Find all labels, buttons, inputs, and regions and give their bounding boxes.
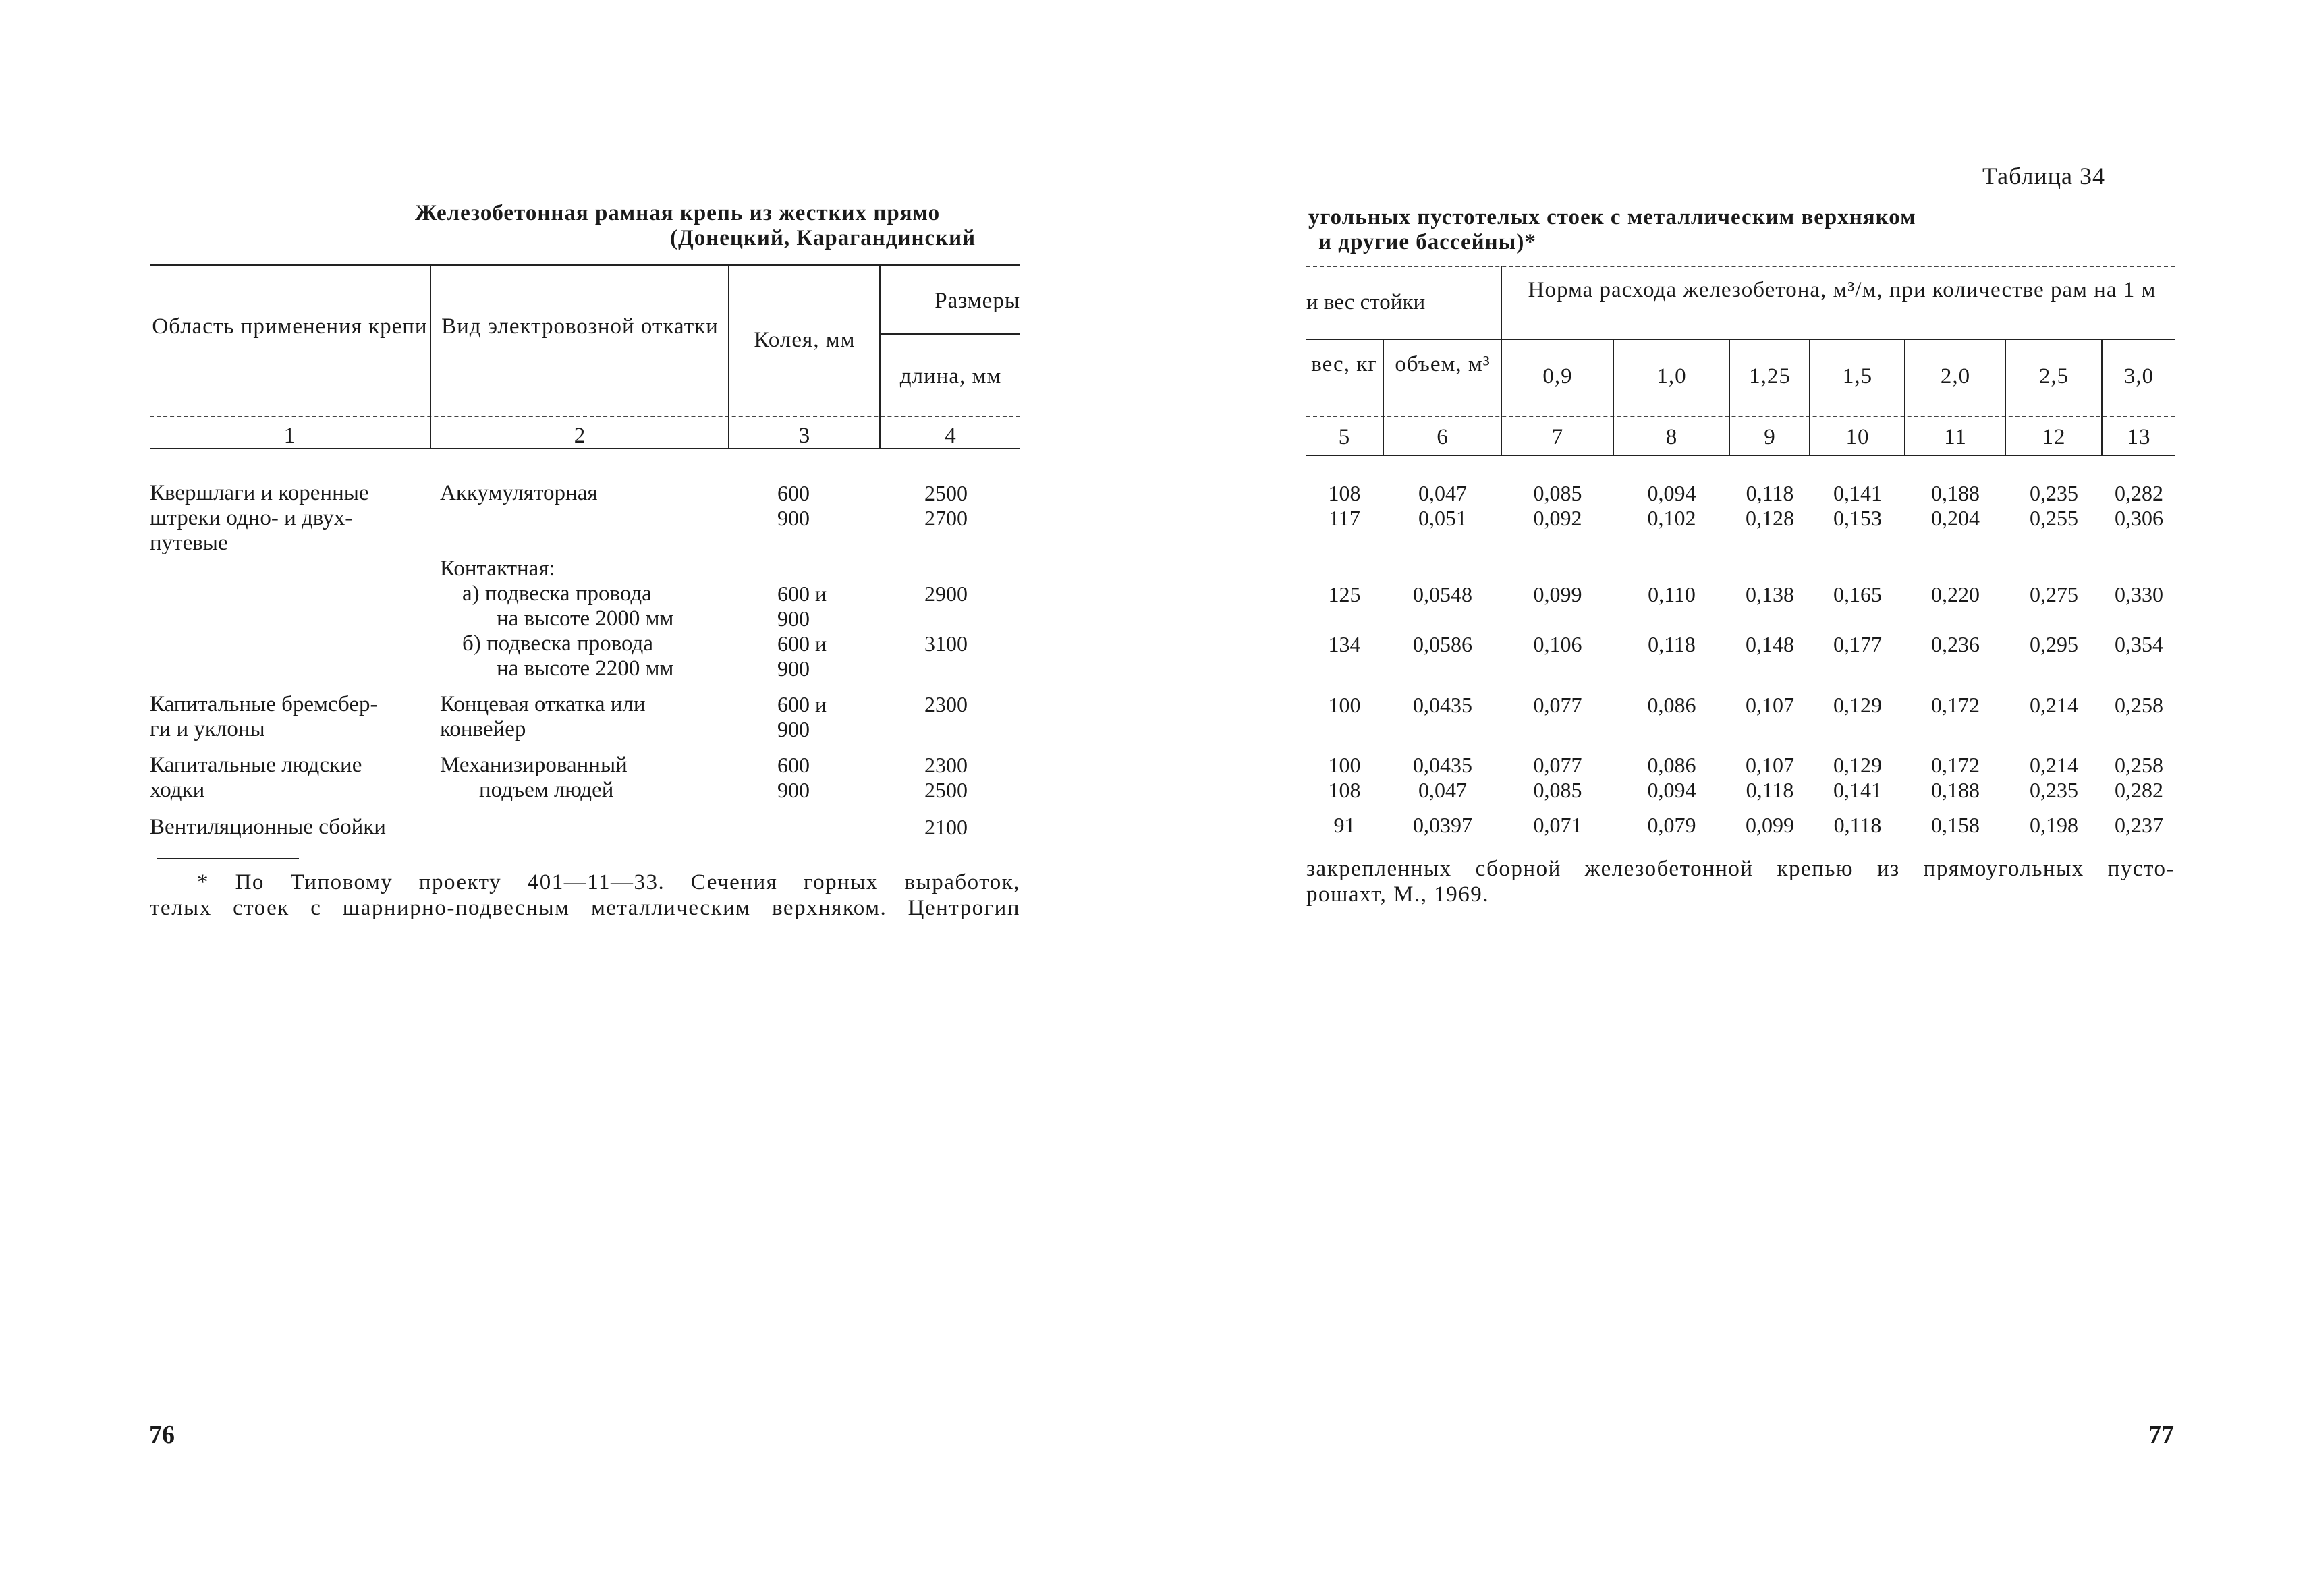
norm-cell: 0,295 xyxy=(2030,632,2078,656)
volume-cell: 0,0397 xyxy=(1413,813,1472,837)
norm-cell: 0,110 xyxy=(1648,582,1696,606)
norm-cell: 0,129 xyxy=(1833,753,1882,777)
left-table-col-divider xyxy=(430,264,431,448)
header-frames: 1,25 xyxy=(1749,364,1791,389)
weight-cell: 91 xyxy=(1333,813,1356,837)
norm-cell: 0,077 xyxy=(1533,753,1582,777)
col-number: 10 xyxy=(1845,425,1870,449)
haulage-cell: Аккумуляторная xyxy=(440,481,598,505)
header-frames: 1,5 xyxy=(1842,364,1873,389)
area-cell: Капитальные бремсбер- xyxy=(150,692,378,716)
header-area: Область применения крепи xyxy=(152,314,428,339)
norm-cell: 0,086 xyxy=(1647,753,1696,777)
gauge-cell: 600 и xyxy=(777,631,827,656)
col-number: 2 xyxy=(574,424,586,448)
col-number: 3 xyxy=(798,424,811,448)
col-number: 5 xyxy=(1338,425,1351,449)
norm-cell: 0,141 xyxy=(1833,778,1882,802)
norm-cell: 0,172 xyxy=(1931,753,1980,777)
norm-cell: 0,128 xyxy=(1746,506,1794,530)
col-number: 12 xyxy=(2042,425,2066,449)
norm-cell: 0,085 xyxy=(1533,481,1582,505)
norm-cell: 0,102 xyxy=(1647,506,1696,530)
norm-cell: 0,188 xyxy=(1931,481,1980,505)
norm-cell: 0,129 xyxy=(1833,693,1882,717)
norm-cell: 0,071 xyxy=(1533,813,1582,837)
volume-cell: 0,047 xyxy=(1418,481,1467,505)
left-title-line2: (Донецкий, Карагандинский xyxy=(670,226,976,250)
norm-cell: 0,172 xyxy=(1931,693,1980,717)
norm-cell: 0,107 xyxy=(1746,753,1794,777)
col-number: 11 xyxy=(1944,425,1967,449)
norm-cell: 0,094 xyxy=(1647,778,1696,802)
left-table-numbers-rule xyxy=(150,448,1020,449)
haulage-cell: Контактная: xyxy=(440,557,555,581)
area-cell: Капитальные людские xyxy=(150,753,362,777)
footnote-rule xyxy=(157,858,299,859)
length-cell: 3100 xyxy=(924,631,968,656)
left-table-top-rule xyxy=(150,264,1020,266)
left-table-col-divider xyxy=(728,264,729,448)
norm-cell: 0,138 xyxy=(1746,582,1794,606)
volume-cell: 0,047 xyxy=(1418,778,1467,802)
gauge-cell: 600 xyxy=(777,481,810,505)
right-table-col-divider xyxy=(1904,339,1905,455)
norm-cell: 0,220 xyxy=(1931,582,1980,606)
norm-cell: 0,148 xyxy=(1746,632,1794,656)
col-number: 9 xyxy=(1764,425,1776,449)
length-cell: 2500 xyxy=(924,778,968,802)
gauge-cell: 900 xyxy=(777,656,810,681)
left-table-sizes-rule xyxy=(879,333,1020,335)
volume-cell: 0,0586 xyxy=(1413,632,1472,656)
haulage-cell: на высоте 2200 мм xyxy=(497,656,674,681)
page-number-right: 77 xyxy=(2148,1421,2174,1449)
norm-cell: 0,237 xyxy=(2115,813,2163,837)
right-table-col-divider xyxy=(1809,339,1810,455)
norm-cell: 0,282 xyxy=(2115,481,2163,505)
norm-cell: 0,158 xyxy=(1931,813,1980,837)
norm-cell: 0,204 xyxy=(1931,506,1980,530)
gauge-cell: 600 xyxy=(777,753,810,777)
right-footnote-line1: закрепленных сборной железобетонной крепью из прямоугольных пусто- xyxy=(1306,857,2175,881)
norm-cell: 0,165 xyxy=(1833,582,1882,606)
right-table-col-divider xyxy=(1729,339,1730,455)
norm-cell: 0,235 xyxy=(2030,481,2078,505)
length-cell: 2500 xyxy=(924,481,968,505)
col-number: 7 xyxy=(1551,425,1564,449)
header-frames: 1,0 xyxy=(1656,364,1687,389)
gauge-cell: 900 xyxy=(777,778,810,802)
header-norm: Норма расхода железобетона, м³/м, при количестве рам на 1 м xyxy=(1528,278,2156,302)
norm-cell: 0,077 xyxy=(1533,693,1582,717)
right-table-numbers-rule xyxy=(1306,455,2175,456)
header-length: длина, мм xyxy=(899,364,1002,389)
header-frames: 0,9 xyxy=(1542,364,1573,389)
right-table-col-divider xyxy=(1501,266,1502,455)
norm-cell: 0,106 xyxy=(1533,632,1582,656)
haulage-cell: Механизированный xyxy=(440,753,628,777)
norm-cell: 0,255 xyxy=(2030,506,2078,530)
norm-cell: 0,092 xyxy=(1533,506,1582,530)
right-table-col-divider xyxy=(1383,339,1384,455)
col-number: 13 xyxy=(2127,425,2151,449)
right-title-line2: и другие бассейны)* xyxy=(1318,230,1536,254)
header-haulage: Вид электровозной откатки xyxy=(441,314,719,339)
norm-cell: 0,079 xyxy=(1647,813,1696,837)
norm-cell: 0,177 xyxy=(1833,632,1882,656)
volume-cell: 0,0435 xyxy=(1413,693,1472,717)
norm-cell: 0,086 xyxy=(1647,693,1696,717)
norm-cell: 0,141 xyxy=(1833,481,1882,505)
col-number: 4 xyxy=(945,424,957,448)
area-cell: ги и уклоны xyxy=(150,717,265,741)
area-cell: Квершлаги и коренные xyxy=(150,481,369,505)
right-table-subheader-rule xyxy=(1306,339,2175,340)
norm-cell: 0,275 xyxy=(2030,582,2078,606)
norm-cell: 0,099 xyxy=(1533,582,1582,606)
norm-cell: 0,118 xyxy=(1833,813,1882,837)
right-table-header-rule xyxy=(1306,416,2175,417)
left-table-col-divider xyxy=(879,264,881,448)
norm-cell: 0,214 xyxy=(2030,753,2078,777)
norm-cell: 0,107 xyxy=(1746,693,1794,717)
length-cell: 2100 xyxy=(924,815,968,839)
norm-cell: 0,258 xyxy=(2115,693,2163,717)
volume-cell: 0,051 xyxy=(1418,506,1467,530)
weight-cell: 108 xyxy=(1328,481,1361,505)
haulage-cell: б) подвеска провода xyxy=(462,631,653,656)
weight-cell: 108 xyxy=(1328,778,1361,802)
haulage-cell: на высоте 2000 мм xyxy=(497,606,674,631)
col-number: 8 xyxy=(1665,425,1678,449)
left-footnote-line1: * По Типовому проекту 401—11—33. Сечения горных выработок, xyxy=(197,870,1020,894)
haulage-cell: подъем людей xyxy=(479,778,614,802)
gauge-cell: 600 и xyxy=(777,581,827,606)
norm-cell: 0,282 xyxy=(2115,778,2163,802)
left-title-line1: Железобетонная рамная крепь из жестких прямо xyxy=(415,201,941,225)
header-volume: объем, м³ xyxy=(1395,352,1491,376)
haulage-cell: Концевая откатка или xyxy=(440,692,646,716)
right-table-col-divider xyxy=(2101,339,2103,455)
volume-cell: 0,0435 xyxy=(1413,753,1472,777)
area-cell: путевые xyxy=(150,531,228,555)
area-cell: Вентиляционные сбойки xyxy=(150,815,386,839)
header-weight-group: и вес стойки xyxy=(1306,290,1426,314)
area-cell: штреки одно- и двух- xyxy=(150,506,353,530)
length-cell: 2900 xyxy=(924,581,968,606)
weight-cell: 125 xyxy=(1328,582,1361,606)
header-weight: вес, кг xyxy=(1311,352,1378,376)
haulage-cell: конвейер xyxy=(440,717,526,741)
page-number-left: 76 xyxy=(149,1421,175,1449)
norm-cell: 0,330 xyxy=(2115,582,2163,606)
header-frames: 3,0 xyxy=(2123,364,2154,389)
left-table-header-rule xyxy=(150,416,1020,417)
gauge-cell: 900 xyxy=(777,606,810,631)
weight-cell: 100 xyxy=(1328,753,1361,777)
norm-cell: 0,198 xyxy=(2030,813,2078,837)
norm-cell: 0,188 xyxy=(1931,778,1980,802)
right-title-line1: угольных пустотелых стоек с металлическим верхняком xyxy=(1308,205,1916,229)
left-footnote-line2: телых стоек с шарнирно-подвесным металлическим верхняком. Центрогип xyxy=(150,896,1020,920)
right-table-top-rule xyxy=(1306,266,2175,267)
volume-cell: 0,0548 xyxy=(1413,582,1472,606)
norm-cell: 0,153 xyxy=(1833,506,1882,530)
gauge-cell: 600 и xyxy=(777,692,827,716)
area-cell: ходки xyxy=(150,778,205,802)
gauge-cell: 900 xyxy=(777,717,810,741)
table-label: Таблица 34 xyxy=(1982,163,2105,190)
col-number: 6 xyxy=(1437,425,1449,449)
length-cell: 2300 xyxy=(924,692,968,716)
norm-cell: 0,306 xyxy=(2115,506,2163,530)
gauge-cell: 900 xyxy=(777,506,810,530)
norm-cell: 0,236 xyxy=(1931,632,1980,656)
norm-cell: 0,099 xyxy=(1746,813,1794,837)
header-frames: 2,5 xyxy=(2038,364,2069,389)
norm-cell: 0,118 xyxy=(1648,632,1696,656)
header-sizes: Размеры xyxy=(935,289,1020,313)
norm-cell: 0,085 xyxy=(1533,778,1582,802)
norm-cell: 0,094 xyxy=(1647,481,1696,505)
norm-cell: 0,354 xyxy=(2115,632,2163,656)
norm-cell: 0,258 xyxy=(2115,753,2163,777)
norm-cell: 0,214 xyxy=(2030,693,2078,717)
right-table-col-divider xyxy=(1613,339,1614,455)
norm-cell: 0,235 xyxy=(2030,778,2078,802)
right-table-col-divider xyxy=(2005,339,2006,455)
col-number: 1 xyxy=(283,424,296,448)
weight-cell: 134 xyxy=(1328,632,1361,656)
length-cell: 2700 xyxy=(924,506,968,530)
header-frames: 2,0 xyxy=(1940,364,1971,389)
haulage-cell: а) подвеска провода xyxy=(462,581,652,606)
length-cell: 2300 xyxy=(924,753,968,777)
weight-cell: 100 xyxy=(1328,693,1361,717)
weight-cell: 117 xyxy=(1329,506,1360,530)
header-gauge: Колея, мм xyxy=(754,328,856,352)
norm-cell: 0,118 xyxy=(1746,481,1794,505)
norm-cell: 0,118 xyxy=(1746,778,1794,802)
right-footnote-line2: рошахт, М., 1969. xyxy=(1306,882,1490,907)
